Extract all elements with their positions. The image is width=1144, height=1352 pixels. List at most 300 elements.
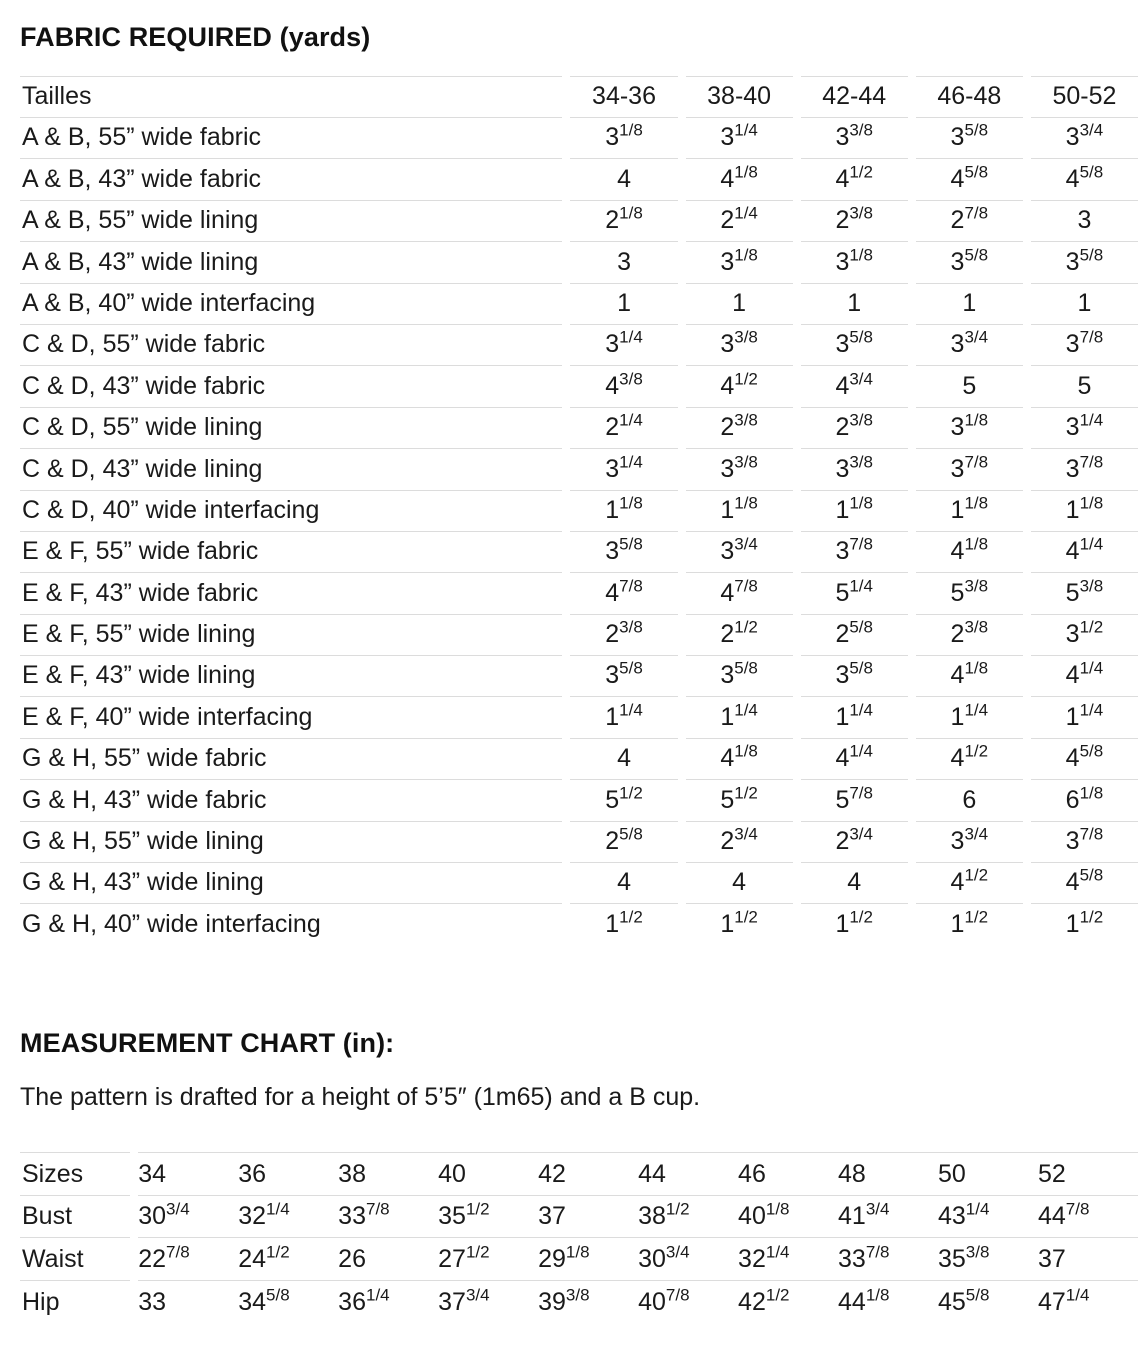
fabric-yardage-cell: [1031, 366, 1138, 407]
value-whole: 3: [720, 247, 735, 276]
value-whole: 4: [950, 164, 965, 193]
column-gap: [793, 490, 801, 531]
measurement-note: The pattern is drafted for a height of 5’5″ (1m65) and a B cup.: [20, 1083, 701, 1111]
measurement-value-cell: [438, 1195, 538, 1238]
value-whole: 3: [720, 537, 735, 566]
fabric-yardage-cell: [801, 242, 908, 283]
value-whole: 1: [950, 702, 965, 731]
column-gap: [130, 1153, 138, 1196]
value-whole: 1: [605, 910, 620, 939]
fabric-row: [20, 324, 1138, 365]
value-whole: 4: [835, 164, 850, 193]
fabric-yardage-cell: [801, 324, 908, 365]
value-whole: 24: [238, 1244, 267, 1273]
value-whole: 1: [950, 910, 965, 939]
column-gap: [1023, 738, 1031, 779]
measurement-size-header: 46: [738, 1153, 838, 1196]
value-whole: 4: [617, 744, 631, 773]
column-gap: [562, 200, 570, 241]
fabric-yardage-cell: [570, 449, 677, 490]
value-whole: 2: [950, 206, 965, 235]
value-fraction: 1/8: [964, 534, 989, 554]
value-fraction: 1/2: [665, 1199, 690, 1219]
column-gap: [908, 407, 916, 448]
value-whole: 5: [950, 578, 965, 607]
value-whole: 4: [950, 537, 965, 566]
value-fraction: 1/2: [619, 907, 643, 927]
value-whole: 3: [1065, 620, 1080, 649]
column-gap: [793, 324, 801, 365]
value-fraction: 7/8: [365, 1199, 390, 1219]
value-whole: 3: [605, 123, 620, 152]
fabric-yardage-cell: [1031, 324, 1138, 365]
value-fraction: 3/4: [849, 369, 873, 389]
value-fraction: 5/8: [964, 245, 989, 265]
value-whole: 4: [835, 744, 850, 773]
value-fraction: 5/8: [849, 328, 873, 347]
column-gap: [793, 614, 801, 655]
measurement-value-cell: [138, 1238, 238, 1281]
value-fraction: 5/8: [1079, 741, 1104, 761]
value-fraction: 1/8: [619, 121, 643, 141]
fabric-size-header: 50-52: [1031, 77, 1138, 118]
column-gap: [678, 656, 686, 697]
fabric-row: [20, 697, 1138, 738]
column-gap: [793, 366, 801, 407]
fabric-header-row: [20, 77, 1138, 118]
fabric-yardage-cell: [916, 200, 1023, 241]
column-gap: [678, 118, 686, 159]
measurement-table: [20, 1152, 1138, 1323]
value-whole: 4: [617, 868, 631, 897]
column-gap: [908, 242, 916, 283]
value-whole: 5: [1077, 371, 1092, 400]
fabric-table: [20, 76, 1138, 945]
value-whole: 4: [720, 371, 735, 400]
value-whole: 4: [732, 868, 747, 897]
column-gap: [793, 863, 801, 904]
value-fraction: 1/4: [734, 121, 758, 141]
value-whole: 4: [720, 578, 735, 607]
value-whole: 30: [638, 1244, 666, 1273]
fabric-row-label: E & F, 43” wide lining: [20, 656, 562, 697]
column-gap: [562, 366, 570, 407]
value-fraction: 3/8: [964, 576, 989, 596]
fabric-yardage-cell: [916, 283, 1023, 324]
column-gap: [562, 283, 570, 324]
value-fraction: 1/4: [849, 741, 873, 761]
value-whole: 29: [538, 1244, 566, 1273]
value-whole: 4: [605, 371, 620, 400]
fabric-yardage-cell: [916, 863, 1023, 904]
measurement-row: [20, 1195, 1138, 1238]
value-whole: 4: [847, 868, 862, 897]
fabric-row-label: C & D, 40” wide interfacing: [20, 490, 562, 531]
fabric-yardage-cell: [686, 407, 793, 448]
value-whole: 5: [835, 785, 850, 814]
fabric-yardage-cell: [801, 573, 908, 614]
value-whole: 2: [835, 413, 850, 442]
fabric-yardage-cell: [801, 904, 908, 945]
column-gap: [908, 490, 916, 531]
fabric-row: [20, 738, 1138, 779]
value-fraction: 1/8: [565, 1242, 590, 1262]
fabric-size-header: 42-44: [801, 77, 908, 118]
column-gap: [130, 1238, 138, 1281]
column-gap: [1023, 77, 1031, 118]
value-whole: 3: [950, 330, 965, 359]
value-whole: 41: [838, 1202, 866, 1230]
value-fraction: 7/8: [865, 1242, 890, 1262]
fabric-yardage-cell: [1031, 738, 1138, 779]
fabric-yardage-cell: [686, 821, 793, 862]
value-fraction: 1/2: [734, 617, 758, 637]
value-whole: 42: [738, 1287, 766, 1316]
value-fraction: 1/2: [1079, 617, 1104, 637]
fabric-yardage-cell: [916, 407, 1023, 448]
value-whole: 34: [238, 1287, 267, 1316]
column-gap: [908, 159, 916, 200]
measurement-row: [20, 1280, 1138, 1323]
value-whole: 33: [138, 1287, 167, 1316]
value-fraction: 1/4: [1079, 410, 1104, 430]
value-whole: 1: [1065, 495, 1080, 524]
value-fraction: 1/4: [1079, 534, 1104, 554]
column-gap: [678, 614, 686, 655]
value-fraction: 1/4: [1079, 700, 1104, 720]
value-fraction: 5/8: [849, 617, 873, 637]
value-whole: 32: [738, 1244, 766, 1273]
column-gap: [793, 821, 801, 862]
column-gap: [678, 283, 686, 324]
value-fraction: 3/8: [849, 203, 873, 223]
column-gap: [908, 614, 916, 655]
value-whole: 3: [720, 454, 735, 483]
column-gap: [1023, 780, 1031, 821]
fabric-row-label: C & D, 55” wide fabric: [20, 324, 562, 365]
fabric-yardage-cell: [686, 324, 793, 365]
measurement-header-label: Sizes: [20, 1153, 130, 1196]
measurement-size-header: 52: [1038, 1153, 1138, 1196]
column-gap: [793, 738, 801, 779]
fabric-yardage-cell: [1031, 449, 1138, 490]
column-gap: [1023, 283, 1031, 324]
measurement-value-cell: [1038, 1195, 1138, 1238]
value-fraction: 5/8: [266, 1285, 290, 1305]
value-whole: 3: [1065, 247, 1080, 276]
fabric-row: [20, 904, 1138, 945]
column-gap: [678, 821, 686, 862]
fabric-yardage-cell: [1031, 490, 1138, 531]
value-fraction: 1/8: [734, 741, 758, 761]
value-fraction: 1/8: [1079, 783, 1104, 803]
fabric-row-label: C & D, 43” wide lining: [20, 449, 562, 490]
value-whole: 2: [605, 620, 620, 649]
value-whole: 36: [338, 1287, 366, 1316]
measurement-value-cell: [638, 1195, 738, 1238]
value-fraction: 1/8: [865, 1285, 890, 1305]
column-gap: [1023, 490, 1031, 531]
measurement-value-cell: [938, 1280, 1038, 1323]
fabric-yardage-cell: [570, 159, 677, 200]
column-gap: [678, 738, 686, 779]
fabric-yardage-cell: [916, 738, 1023, 779]
fabric-yardage-cell: [916, 324, 1023, 365]
fabric-yardage-cell: [1031, 159, 1138, 200]
value-fraction: 1/8: [1079, 493, 1104, 513]
value-whole: 37: [538, 1202, 566, 1230]
value-fraction: 5/8: [1079, 162, 1104, 182]
column-gap: [1023, 573, 1031, 614]
fabric-yardage-cell: [570, 780, 677, 821]
fabric-yardage-cell: [916, 904, 1023, 945]
column-gap: [793, 242, 801, 283]
value-fraction: 7/8: [166, 1242, 190, 1262]
column-gap: [793, 904, 801, 945]
fabric-row: [20, 821, 1138, 862]
measurement-value-cell: [938, 1238, 1038, 1281]
value-whole: 3: [617, 247, 631, 276]
value-whole: 38: [638, 1202, 666, 1230]
column-gap: [562, 780, 570, 821]
fabric-yardage-cell: [801, 159, 908, 200]
column-gap: [562, 118, 570, 159]
fabric-yardage-cell: [1031, 407, 1138, 448]
column-gap: [1023, 118, 1031, 159]
fabric-yardage-cell: [801, 531, 908, 572]
measurement-size-header: 40: [438, 1153, 538, 1196]
column-gap: [1023, 821, 1031, 862]
value-fraction: 7/8: [964, 452, 989, 472]
fabric-yardage-cell: [686, 573, 793, 614]
value-fraction: 3/8: [734, 410, 758, 430]
value-fraction: 1/2: [465, 1199, 490, 1219]
value-whole: 4: [950, 661, 965, 690]
value-fraction: 3/8: [565, 1285, 590, 1305]
fabric-yardage-cell: [916, 614, 1023, 655]
column-gap: [678, 863, 686, 904]
value-fraction: 1/8: [849, 493, 873, 513]
value-whole: 35: [937, 1244, 966, 1273]
column-gap: [562, 159, 570, 200]
value-fraction: 1/8: [765, 1199, 790, 1219]
measurement-header-row: [20, 1153, 1138, 1196]
value-whole: 37: [1037, 1244, 1066, 1273]
fabric-yardage-cell: [916, 366, 1023, 407]
value-fraction: 1/4: [734, 700, 758, 720]
value-whole: 5: [962, 371, 977, 400]
column-gap: [908, 697, 916, 738]
fabric-row: [20, 242, 1138, 283]
measurement-value-cell: [638, 1280, 738, 1323]
value-fraction: 1/4: [1079, 659, 1104, 679]
column-gap: [793, 77, 801, 118]
fabric-header-label: Tailles: [20, 77, 562, 118]
value-whole: 47: [1037, 1287, 1066, 1316]
value-fraction: 5/8: [964, 162, 989, 182]
measurement-value-cell: [138, 1280, 238, 1323]
fabric-yardage-cell: [801, 449, 908, 490]
value-fraction: 1/2: [849, 162, 873, 182]
value-whole: 4: [720, 744, 735, 773]
fabric-yardage-cell: [686, 697, 793, 738]
value-whole: 33: [838, 1244, 866, 1273]
value-fraction: 3/4: [865, 1199, 890, 1219]
fabric-size-header: 34-36: [570, 77, 677, 118]
value-fraction: 1/4: [266, 1199, 290, 1219]
value-whole: 1: [720, 910, 735, 939]
fabric-yardage-cell: [1031, 531, 1138, 572]
value-fraction: 1/4: [365, 1285, 390, 1305]
value-whole: 5: [1065, 578, 1080, 607]
value-fraction: 3/4: [964, 824, 989, 844]
value-whole: 1: [605, 702, 620, 731]
fabric-yardage-cell: [801, 780, 908, 821]
value-whole: 1: [950, 495, 965, 524]
column-gap: [678, 242, 686, 283]
fabric-row-label: E & F, 55” wide lining: [20, 614, 562, 655]
value-whole: 2: [720, 413, 735, 442]
fabric-row: [20, 118, 1138, 159]
value-whole: 1: [617, 288, 631, 317]
column-gap: [1023, 656, 1031, 697]
fabric-yardage-cell: [1031, 118, 1138, 159]
fabric-yardage-cell: [916, 531, 1023, 572]
value-fraction: 3/4: [665, 1242, 690, 1262]
fabric-required-title: FABRIC REQUIRED (yards): [20, 22, 371, 52]
value-whole: 30: [138, 1202, 167, 1230]
column-gap: [678, 531, 686, 572]
value-whole: 1: [835, 702, 850, 731]
fabric-row: [20, 490, 1138, 531]
column-gap: [1023, 449, 1031, 490]
column-gap: [1023, 159, 1031, 200]
value-fraction: 3/4: [964, 328, 989, 347]
value-whole: 2: [605, 827, 620, 856]
value-fraction: 7/8: [665, 1285, 690, 1305]
value-whole: 3: [1065, 123, 1080, 152]
measurement-size-header: 42: [538, 1153, 638, 1196]
column-gap: [562, 531, 570, 572]
column-gap: [562, 449, 570, 490]
value-whole: 39: [538, 1287, 566, 1316]
value-whole: 3: [835, 330, 850, 359]
measurement-size-header: 44: [638, 1153, 738, 1196]
value-whole: 3: [605, 537, 620, 566]
fabric-yardage-cell: [570, 283, 677, 324]
value-fraction: 1/2: [765, 1285, 790, 1305]
value-fraction: 3/8: [734, 328, 758, 347]
value-whole: 4: [950, 868, 965, 897]
value-whole: 3: [835, 661, 850, 690]
fabric-row: [20, 863, 1138, 904]
fabric-yardage-cell: [686, 449, 793, 490]
fabric-yardage-cell: [570, 490, 677, 531]
fabric-row: [20, 573, 1138, 614]
value-whole: 3: [950, 454, 965, 483]
value-whole: 3: [720, 123, 735, 152]
value-fraction: 1/2: [964, 741, 989, 761]
value-whole: 2: [720, 620, 735, 649]
value-whole: 3: [605, 330, 620, 359]
fabric-yardage-cell: [916, 573, 1023, 614]
measurement-value-cell: [738, 1238, 838, 1281]
value-whole: 2: [720, 827, 735, 856]
value-whole: 44: [1037, 1202, 1066, 1230]
column-gap: [793, 283, 801, 324]
column-gap: [908, 780, 916, 821]
fabric-yardage-cell: [686, 904, 793, 945]
fabric-yardage-cell: [801, 863, 908, 904]
measurement-value-cell: [938, 1195, 1038, 1238]
measurement-value-cell: [338, 1195, 438, 1238]
column-gap: [562, 697, 570, 738]
fabric-yardage-cell: [686, 283, 793, 324]
value-fraction: 1/2: [849, 907, 873, 927]
fabric-yardage-cell: [686, 531, 793, 572]
measurement-value-cell: [238, 1280, 338, 1323]
value-whole: 1: [732, 288, 747, 317]
column-gap: [562, 573, 570, 614]
fabric-row-label: E & F, 43” wide fabric: [20, 573, 562, 614]
value-whole: 3: [605, 661, 620, 690]
fabric-yardage-cell: [570, 697, 677, 738]
value-whole: 2: [950, 620, 965, 649]
column-gap: [562, 738, 570, 779]
column-gap: [793, 780, 801, 821]
measurement-size-header: 48: [838, 1153, 938, 1196]
fabric-row: [20, 159, 1138, 200]
column-gap: [1023, 242, 1031, 283]
fabric-row: [20, 780, 1138, 821]
value-fraction: 3/8: [619, 617, 643, 637]
value-fraction: 5/8: [619, 659, 643, 679]
fabric-yardage-cell: [1031, 821, 1138, 862]
column-gap: [908, 863, 916, 904]
measurement-value-cell: [238, 1238, 338, 1281]
value-whole: 3: [835, 454, 850, 483]
column-gap: [908, 738, 916, 779]
value-fraction: 1/8: [619, 493, 643, 513]
value-fraction: 5/8: [965, 1285, 990, 1305]
value-whole: 3: [835, 123, 850, 152]
fabric-yardage-cell: [570, 531, 677, 572]
fabric-row: [20, 283, 1138, 324]
fabric-yardage-cell: [686, 118, 793, 159]
column-gap: [1023, 200, 1031, 241]
value-whole: 44: [838, 1287, 866, 1316]
value-fraction: 7/8: [849, 534, 873, 554]
fabric-size-header: 38-40: [686, 77, 793, 118]
fabric-yardage-cell: [1031, 200, 1138, 241]
fabric-yardage-cell: [686, 738, 793, 779]
fabric-yardage-cell: [916, 656, 1023, 697]
value-fraction: 1/4: [965, 1199, 990, 1219]
column-gap: [130, 1280, 138, 1323]
measurement-value-cell: [738, 1195, 838, 1238]
value-whole: 5: [720, 785, 735, 814]
fabric-yardage-cell: [570, 821, 677, 862]
value-whole: 32: [238, 1202, 267, 1230]
column-gap: [793, 200, 801, 241]
value-whole: 2: [835, 827, 850, 856]
value-whole: 1: [1077, 288, 1092, 317]
value-fraction: 1/4: [619, 328, 643, 347]
value-fraction: 7/8: [1065, 1199, 1090, 1219]
fabric-yardage-cell: [916, 159, 1023, 200]
column-gap: [678, 697, 686, 738]
column-gap: [793, 531, 801, 572]
